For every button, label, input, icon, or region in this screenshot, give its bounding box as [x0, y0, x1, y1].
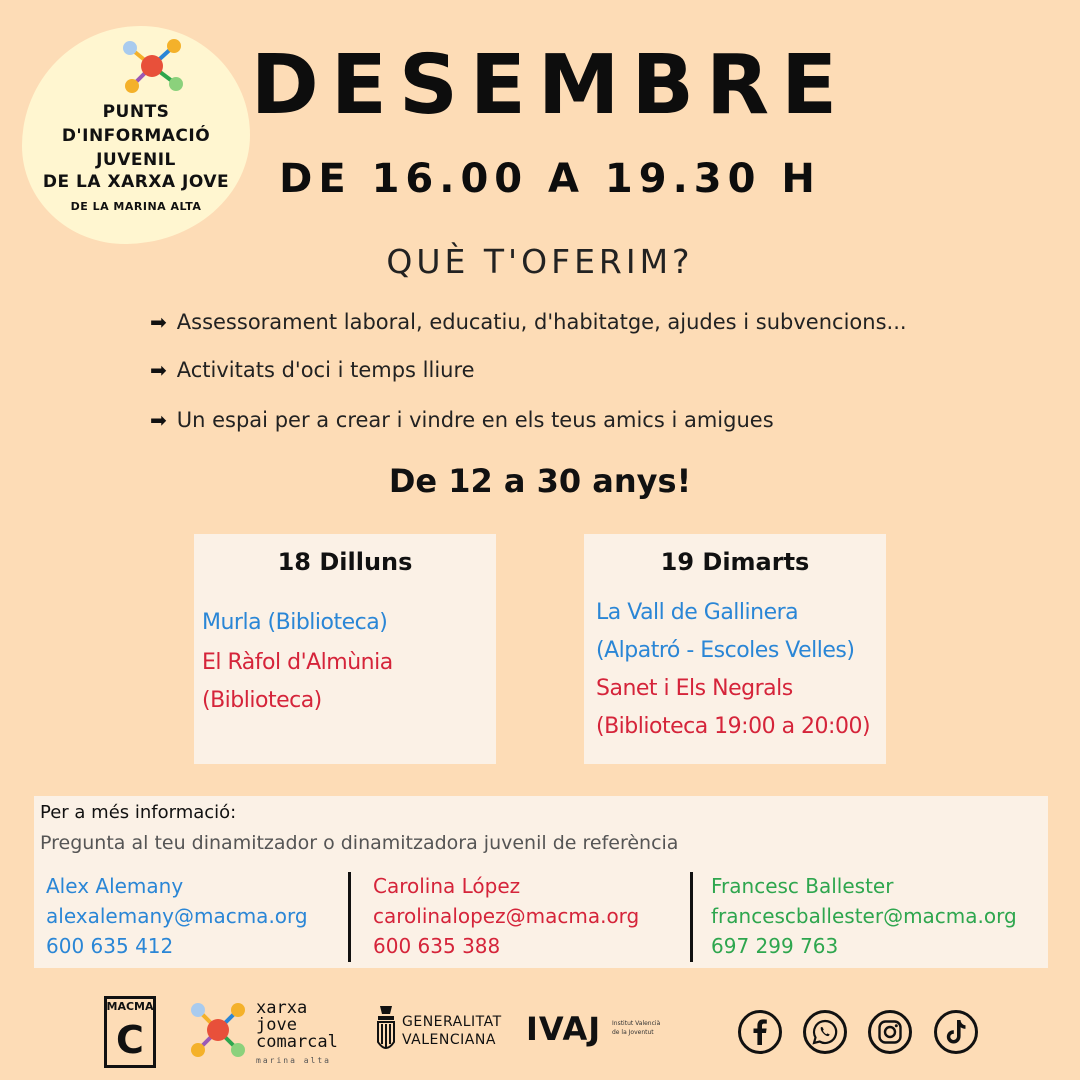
- facebook-icon[interactable]: [738, 1010, 782, 1054]
- tiktok-icon[interactable]: [934, 1010, 978, 1054]
- offer-item: [150, 408, 1010, 432]
- schedule-location: (Alpatró - Escoles Velles): [596, 638, 855, 663]
- ivaj-subtext: de la Joventut: [612, 1029, 654, 1036]
- opening-hours: DE 16.00 A 19.30 H: [279, 156, 821, 202]
- logo-text-line: JUVENIL: [96, 150, 176, 170]
- ivaj-logo: IVAJ: [526, 1010, 602, 1048]
- contact-panel-subtitle: Pregunta al teu dinamitzador o dinamitzadora juvenil de referència: [40, 832, 679, 854]
- schedule-card-title: 19 Dimarts: [660, 548, 810, 576]
- xarxa-jove-subtext: marina alta: [256, 1056, 331, 1065]
- month-title: DESEMBRE: [250, 38, 850, 133]
- contact-phone[interactable]: 600 635 388: [373, 934, 501, 958]
- generalitat-text: GENERALITAT: [402, 1014, 502, 1030]
- instagram-icon[interactable]: [868, 1010, 912, 1054]
- logo-text-line: DE LA XARXA JOVE: [42, 172, 230, 192]
- logo-text-line: PUNTS: [102, 102, 170, 122]
- ivaj-subtext: Institut Valencià: [612, 1020, 661, 1027]
- xarxa-jove-logo-icon: [118, 36, 188, 96]
- schedule-location: La Vall de Gallinera: [596, 600, 799, 625]
- arrow-right-icon: ➡: [150, 310, 167, 334]
- contact-email[interactable]: carolinalopez@macma.org: [373, 904, 640, 928]
- contact-email[interactable]: alexalemany@macma.org: [46, 904, 308, 928]
- schedule-location: (Biblioteca 19:00 a 20:00): [596, 714, 871, 739]
- xarxa-jove-text: comarcal: [256, 1032, 338, 1052]
- macma-logo-letter: C: [116, 1018, 144, 1062]
- logo-subtext: DE LA MARINA ALTA: [70, 200, 202, 213]
- contact-phone[interactable]: 600 635 412: [46, 934, 174, 958]
- contact-divider: [690, 872, 693, 962]
- offer-item-text: Assessorament laboral, educatiu, d'habitatge, ajudes i subvencions...: [176, 310, 907, 334]
- xarxa-jove-comarcal-logo-icon: [186, 998, 250, 1062]
- offer-item: [150, 358, 1010, 382]
- xarxa-jove-text: jove: [256, 1015, 297, 1035]
- age-range: De 12 a 30 anys!: [388, 462, 692, 500]
- macma-logo-label: MACMA: [106, 1000, 154, 1013]
- offer-heading: QUÈ T'OFERIM?: [386, 242, 694, 281]
- offer-item: [150, 310, 1010, 334]
- whatsapp-icon[interactable]: [803, 1010, 847, 1054]
- generalitat-text: VALENCIANA: [402, 1032, 496, 1048]
- contact-divider: [348, 872, 351, 962]
- schedule-card-monday: [194, 534, 496, 764]
- xarxa-jove-text: xarxa: [256, 998, 308, 1018]
- schedule-location: Sanet i Els Negrals: [596, 676, 793, 701]
- offer-item-text: Un espai per a crear i vindre en els teus amics i amigues: [176, 408, 774, 432]
- contact-phone[interactable]: 697 299 763: [711, 934, 839, 958]
- offer-item-text: Activitats d'oci i temps lliure: [176, 358, 475, 382]
- schedule-card-title: 18 Dilluns: [277, 548, 413, 576]
- contact-panel-title: Per a més informació:: [40, 802, 237, 823]
- contact-email[interactable]: francescballester@macma.org: [711, 904, 1017, 928]
- contact-name: Carolina López: [373, 874, 521, 898]
- contact-name: Alex Alemany: [46, 874, 184, 898]
- logo-text-line: D'INFORMACIÓ: [61, 126, 211, 146]
- contact-name: Francesc Ballester: [711, 874, 894, 898]
- schedule-location: (Biblioteca): [202, 688, 322, 713]
- schedule-card-tuesday: [584, 534, 886, 764]
- arrow-right-icon: ➡: [150, 358, 167, 382]
- arrow-right-icon: ➡: [150, 408, 167, 432]
- schedule-location: Murla (Biblioteca): [202, 610, 388, 635]
- generalitat-emblem-icon: [374, 1002, 398, 1058]
- schedule-location: El Ràfol d'Almùnia: [202, 650, 393, 675]
